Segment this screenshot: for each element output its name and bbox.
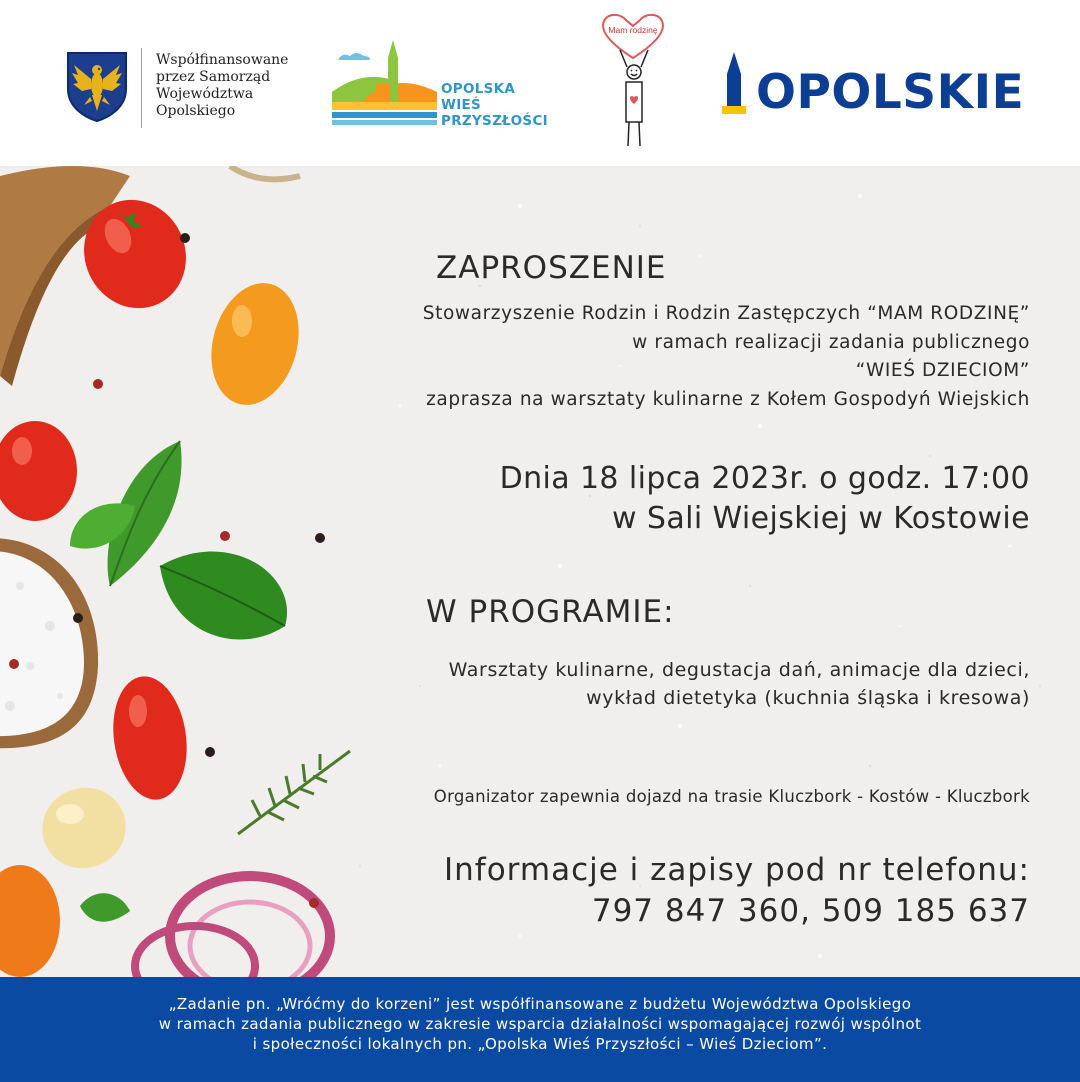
mam-rodzine-logo-text: Mam rodzinę — [608, 25, 658, 35]
intro-line: Stowarzyszenie Rodzin i Rodzin Zastępczych “MAM RODZINĘ” — [422, 303, 1030, 324]
intro-line: zaprasza na warsztaty kulinarne z Kołem Gospodyń Wiejskich — [426, 388, 1030, 410]
village-landscape-logo-icon — [332, 40, 437, 130]
logo-divider — [141, 48, 142, 128]
rosemary-icon — [238, 751, 350, 834]
tomato-icon — [0, 421, 77, 521]
intro-line: “WIEŚ DZIECIOM” — [855, 360, 1030, 381]
funding-footer — [0, 977, 1080, 1082]
cofunding-line: Województwa — [156, 86, 254, 102]
opolskie-tower-logo-icon — [722, 52, 746, 116]
food-decoration — [0, 166, 380, 977]
funding-statement — [0, 994, 1080, 1054]
opolskie-logo-text: OPOLSKIE — [756, 65, 1025, 120]
tomato-icon — [106, 672, 195, 805]
contact-info — [444, 850, 1030, 932]
basil-icon — [70, 441, 287, 640]
footer-line: w ramach zadania publicznego w zakresie wsparcia działalności wspomagającej rozwój wspólnot — [158, 1015, 922, 1033]
footer-line: „Zadanie pn. „Wróćmy do korzeni” jest współfinansowane z budżetu Województwa Opolskiego — [168, 995, 912, 1013]
invitation-title: ZAPROSZENIE — [436, 250, 667, 286]
event-date-place — [500, 459, 1030, 539]
owp-logo-line: OPOLSKA — [441, 81, 516, 97]
salt-bowl-icon — [0, 538, 98, 748]
onion-icon — [135, 876, 330, 977]
heart-figure-logo-icon — [598, 12, 668, 152]
event-place: w Sali Wiejskiej w Kostowie — [612, 501, 1030, 536]
cofunding-line: Współfinansowane — [156, 52, 289, 68]
cofunding-note — [156, 52, 296, 120]
header — [0, 0, 1080, 166]
owp-logo-line: PRZYSZŁOŚCI — [441, 113, 548, 129]
footer-line: i społeczności lokalnych pn. „Opolska Wieś Przyszłości – Wieś Dzieciom”. — [252, 1035, 828, 1053]
tomato-icon — [198, 273, 311, 415]
contact-heading: Informacje i zapisy pod nr telefonu: — [444, 852, 1030, 888]
invitation-panel — [0, 166, 1080, 977]
tomato-icon — [0, 865, 130, 977]
cofunding-line: Opolskiego — [156, 103, 236, 119]
owp-logo-text — [441, 81, 548, 129]
cofunding-line: przez Samorząd — [156, 69, 271, 85]
garlic-icon — [31, 776, 137, 880]
intro-line: w ramach realizacji zadania publicznego — [632, 331, 1030, 353]
event-date: Dnia 18 lipca 2023r. o godz. 17:00 — [499, 461, 1030, 496]
program-line: Warsztaty kulinarne, degustacja dań, animacje dla dzieci, — [448, 659, 1030, 681]
opole-eagle-crest-icon — [66, 51, 128, 123]
program-list — [449, 656, 1030, 712]
program-title: W PROGRAMIE: — [426, 594, 675, 630]
invitation-intro — [423, 300, 1030, 414]
owp-logo-line: WIEŚ — [441, 97, 482, 113]
transport-note: Organizator zapewnia dojazd na trasie Kluczbork - Kostów - Kluczbork — [433, 787, 1030, 806]
program-line: wykład dietetyka (kuchnia śląska i kresowa) — [586, 687, 1030, 709]
phone-numbers: 797 847 360, 509 185 637 — [591, 893, 1030, 929]
